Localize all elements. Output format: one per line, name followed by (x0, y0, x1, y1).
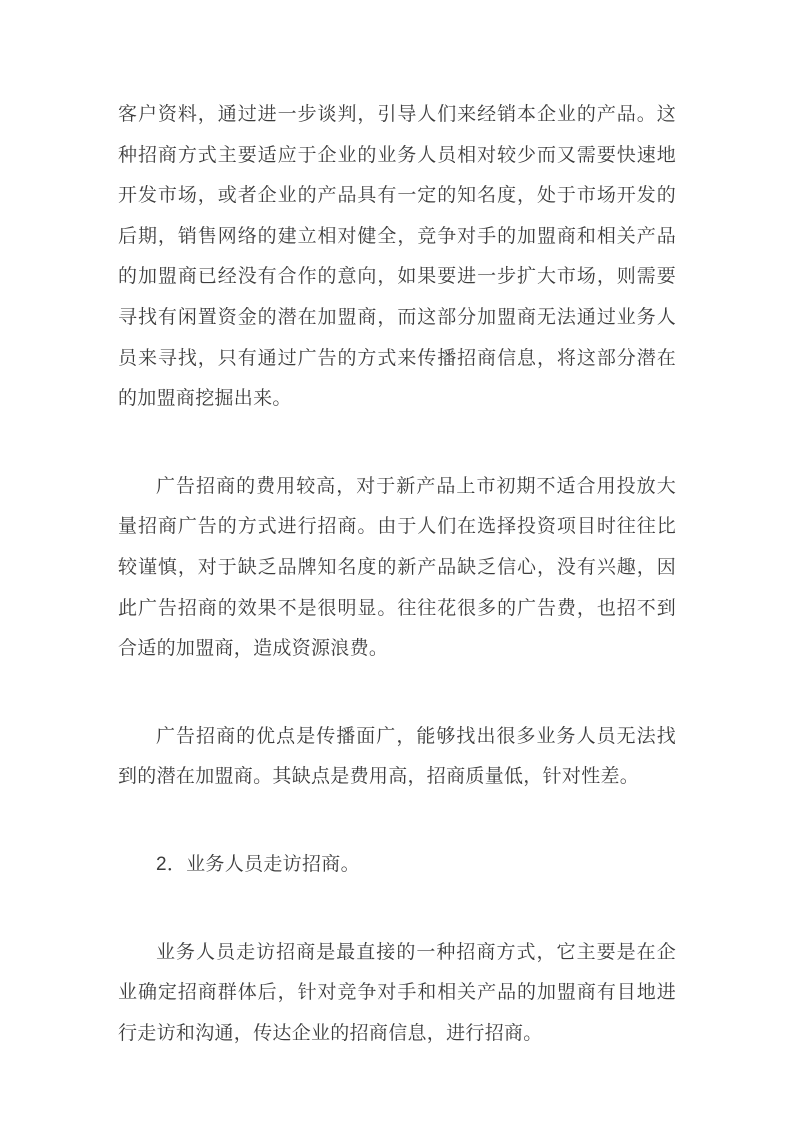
paragraph-advertising-intro-continuation: 客户资料，通过进一步谈判，引导人们来经销本企业的产品。这种招商方式主要适应于企业的业务人员相对较少而又需要快速地开发市场，或者企业的产品具有一定的知名度，处于市场开发的后期，销售网络的建立相对健全，竞争对手的加盟商和相关产品的加盟商已经没有合作的意向，如果要进一步扩大市场，则需要寻找有闲置资金的潜在加盟商，而这部分加盟商无法通过业务人员来寻找，只有通过广告的方式来传播招商信息，将这部分潜在的加盟商挖掘出来。 (118, 104, 676, 410)
paragraph-sales-visit-description: 业务人员走访招商是最直接的一种招商方式，它主要是在企业确定招商群体后，针对竞争对手和相关产品的加盟商有目地进行走访和沟通，传达企业的招商信息，进行招商。 (118, 941, 676, 1044)
paragraph-advertising-cost: 广告招商的费用较高，对于新产品上市初期不适合用投放大量招商广告的方式进行招商。由于人们在选择投资项目时往往比较谨慎，对于缺乏品牌知名度的新产品缺乏信心，没有兴趣，因此广告招商的效果不是很明显。往往花很多的广告费，也招不到合适的加盟商，造成资源浪费。 (118, 475, 676, 660)
paragraph-advertising-pros-cons: 广告招商的优点是传播面广，能够找出很多业务人员无法找到的潜在加盟商。其缺点是费用高，招商质量低，针对性差。 (118, 725, 676, 788)
section-heading-sales-visit: 2．业务人员走访招商。 (156, 853, 360, 875)
document-text-block (118, 95, 676, 1054)
